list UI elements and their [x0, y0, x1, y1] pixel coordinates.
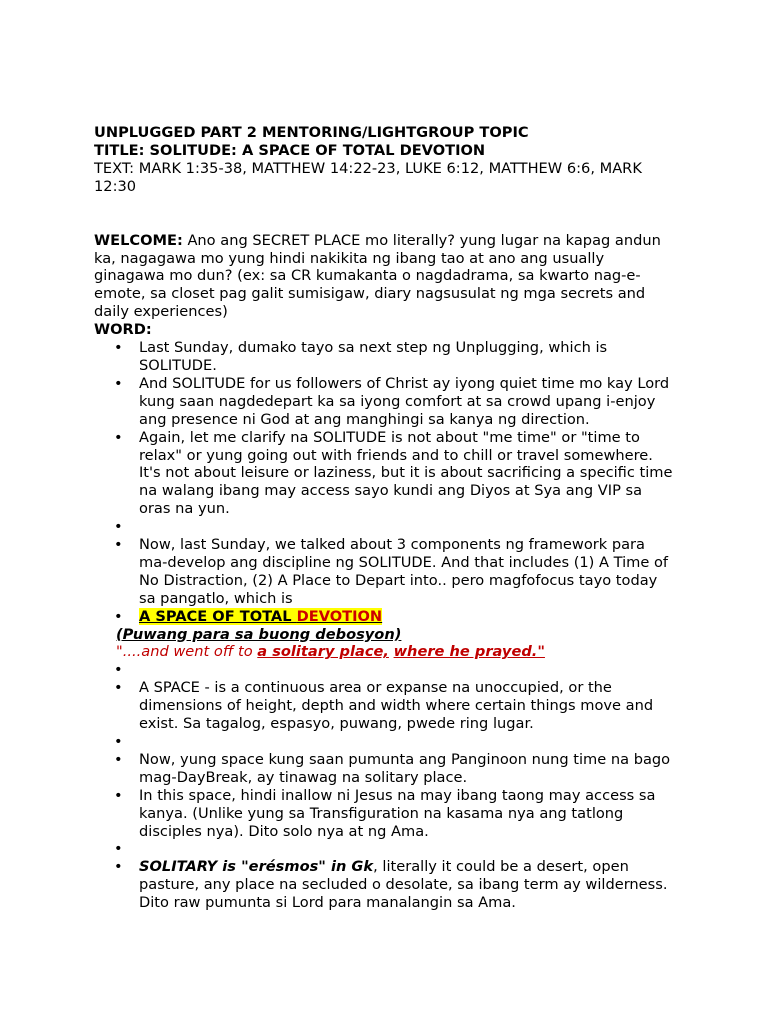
list-item: • Now, last Sunday, we talked about 3 components ng framework para ma-develop ang discipline ng SOLITUDE. And that includes (1) A Time of No Distraction, (2) A Place to Depart into.. pero magfofocus tayo today sa pangatlo, which is — [94, 536, 674, 608]
list-item: • Last Sunday, dumako tayo sa next step ng Unplugging, which is SOLITUDE. — [94, 339, 674, 375]
highlighted-topic — [139, 608, 382, 625]
blank-spacer — [94, 196, 674, 232]
scripture-text: TEXT: MARK 1:35-38, MATTHEW 14:22-23, LUKE 6:12, MATTHEW 6:6, MARK 12:30 — [94, 159, 642, 195]
empty-list-item — [94, 733, 674, 751]
word-label: WORD: — [94, 321, 152, 339]
empty-list-item — [94, 518, 674, 536]
tagalog-translation: (Puwang para sa buong debosyon) — [116, 625, 402, 643]
welcome-paragraph — [94, 232, 674, 322]
list-item: • And SOLITUDE for us followers of Christ ay iyong quiet time mo kay Lord kung saan nagdedepart ka sa iyong comfort at sa crowd upang i-enjoy ang presence ni God at ang manghingi sa kanya ng direction. — [94, 375, 674, 429]
title-heading: TITLE: SOLITUDE: A SPACE OF TOTAL DEVOTION — [94, 141, 486, 159]
highlight-black-text: A SPACE OF TOTAL — [139, 607, 297, 625]
topic-heading: UNPLUGGED PART 2 MENTORING/LIGHTGROUP TOPIC — [94, 124, 529, 141]
quote-where-he-prayed: where he prayed." — [393, 643, 545, 661]
list-item: • A SPACE - is a continuous area or expanse na unoccupied, or the dimensions of height, depth and width where certain things move and exist. Sa tagalog, espasyo, puwang, pwede ring lugar. — [94, 679, 674, 733]
welcome-label: WELCOME: — [94, 231, 183, 249]
empty-list-item — [94, 840, 674, 858]
word-bullet-list-continued — [94, 661, 674, 912]
document-body — [94, 124, 674, 912]
quote-start: "....and went off to — [116, 643, 258, 661]
highlight-list-item — [94, 608, 674, 626]
list-item: • In this space, hindi inallow ni Jesus na may ibang taong may access sa kanya. (Unlike yung sa Transfiguration na kasama nya ang tatlong disciples nya). Dito solo nya at ng Ama. — [94, 787, 674, 841]
solitary-definition-text: , literally it could be a desert, open pasture, any place na secluded o desolate, sa ibang term ay wilderness. Dito raw pumunta si Lord para manalangin sa Ama. — [139, 858, 668, 912]
welcome-text: Ano ang SECRET PLACE mo literally? yung lugar na kapag andun ka, nagagawa mo yung hindi nakikita ng ibang tao at ano ang usually ginagawa mo dun? (ex: sa CR kumakanta o nagdadrama, sa kwarto nag-e-emote, sa closet pag galit sumisigaw, diary nagsusulat ng mga secrets and daily experiences) — [94, 231, 661, 321]
quote-solitary-place: a solitary place, — [257, 643, 389, 661]
list-item: • Again, let me clarify na SOLITUDE is not about "me time" or "time to relax" or yung going out with friends and to chill or travel somewhere. It's not about leisure or laziness, but it is about sacrificing a specific time na walang ibang may access sayo kundi ang Diyos at Sya ang VIP sa oras na yun. — [94, 429, 674, 519]
solitary-definition-term: SOLITARY is "erésmos" in Gk — [139, 858, 374, 876]
list-item — [94, 858, 674, 912]
word-bullet-list — [94, 339, 674, 626]
scripture-quote — [94, 643, 674, 661]
highlight-red-text: DEVOTION — [296, 607, 383, 625]
list-item: • Now, yung space kung saan pumunta ang Panginoon nung time na bago mag-DayBreak, ay tinawag na solitary place. — [94, 751, 674, 787]
empty-list-item — [94, 661, 674, 679]
